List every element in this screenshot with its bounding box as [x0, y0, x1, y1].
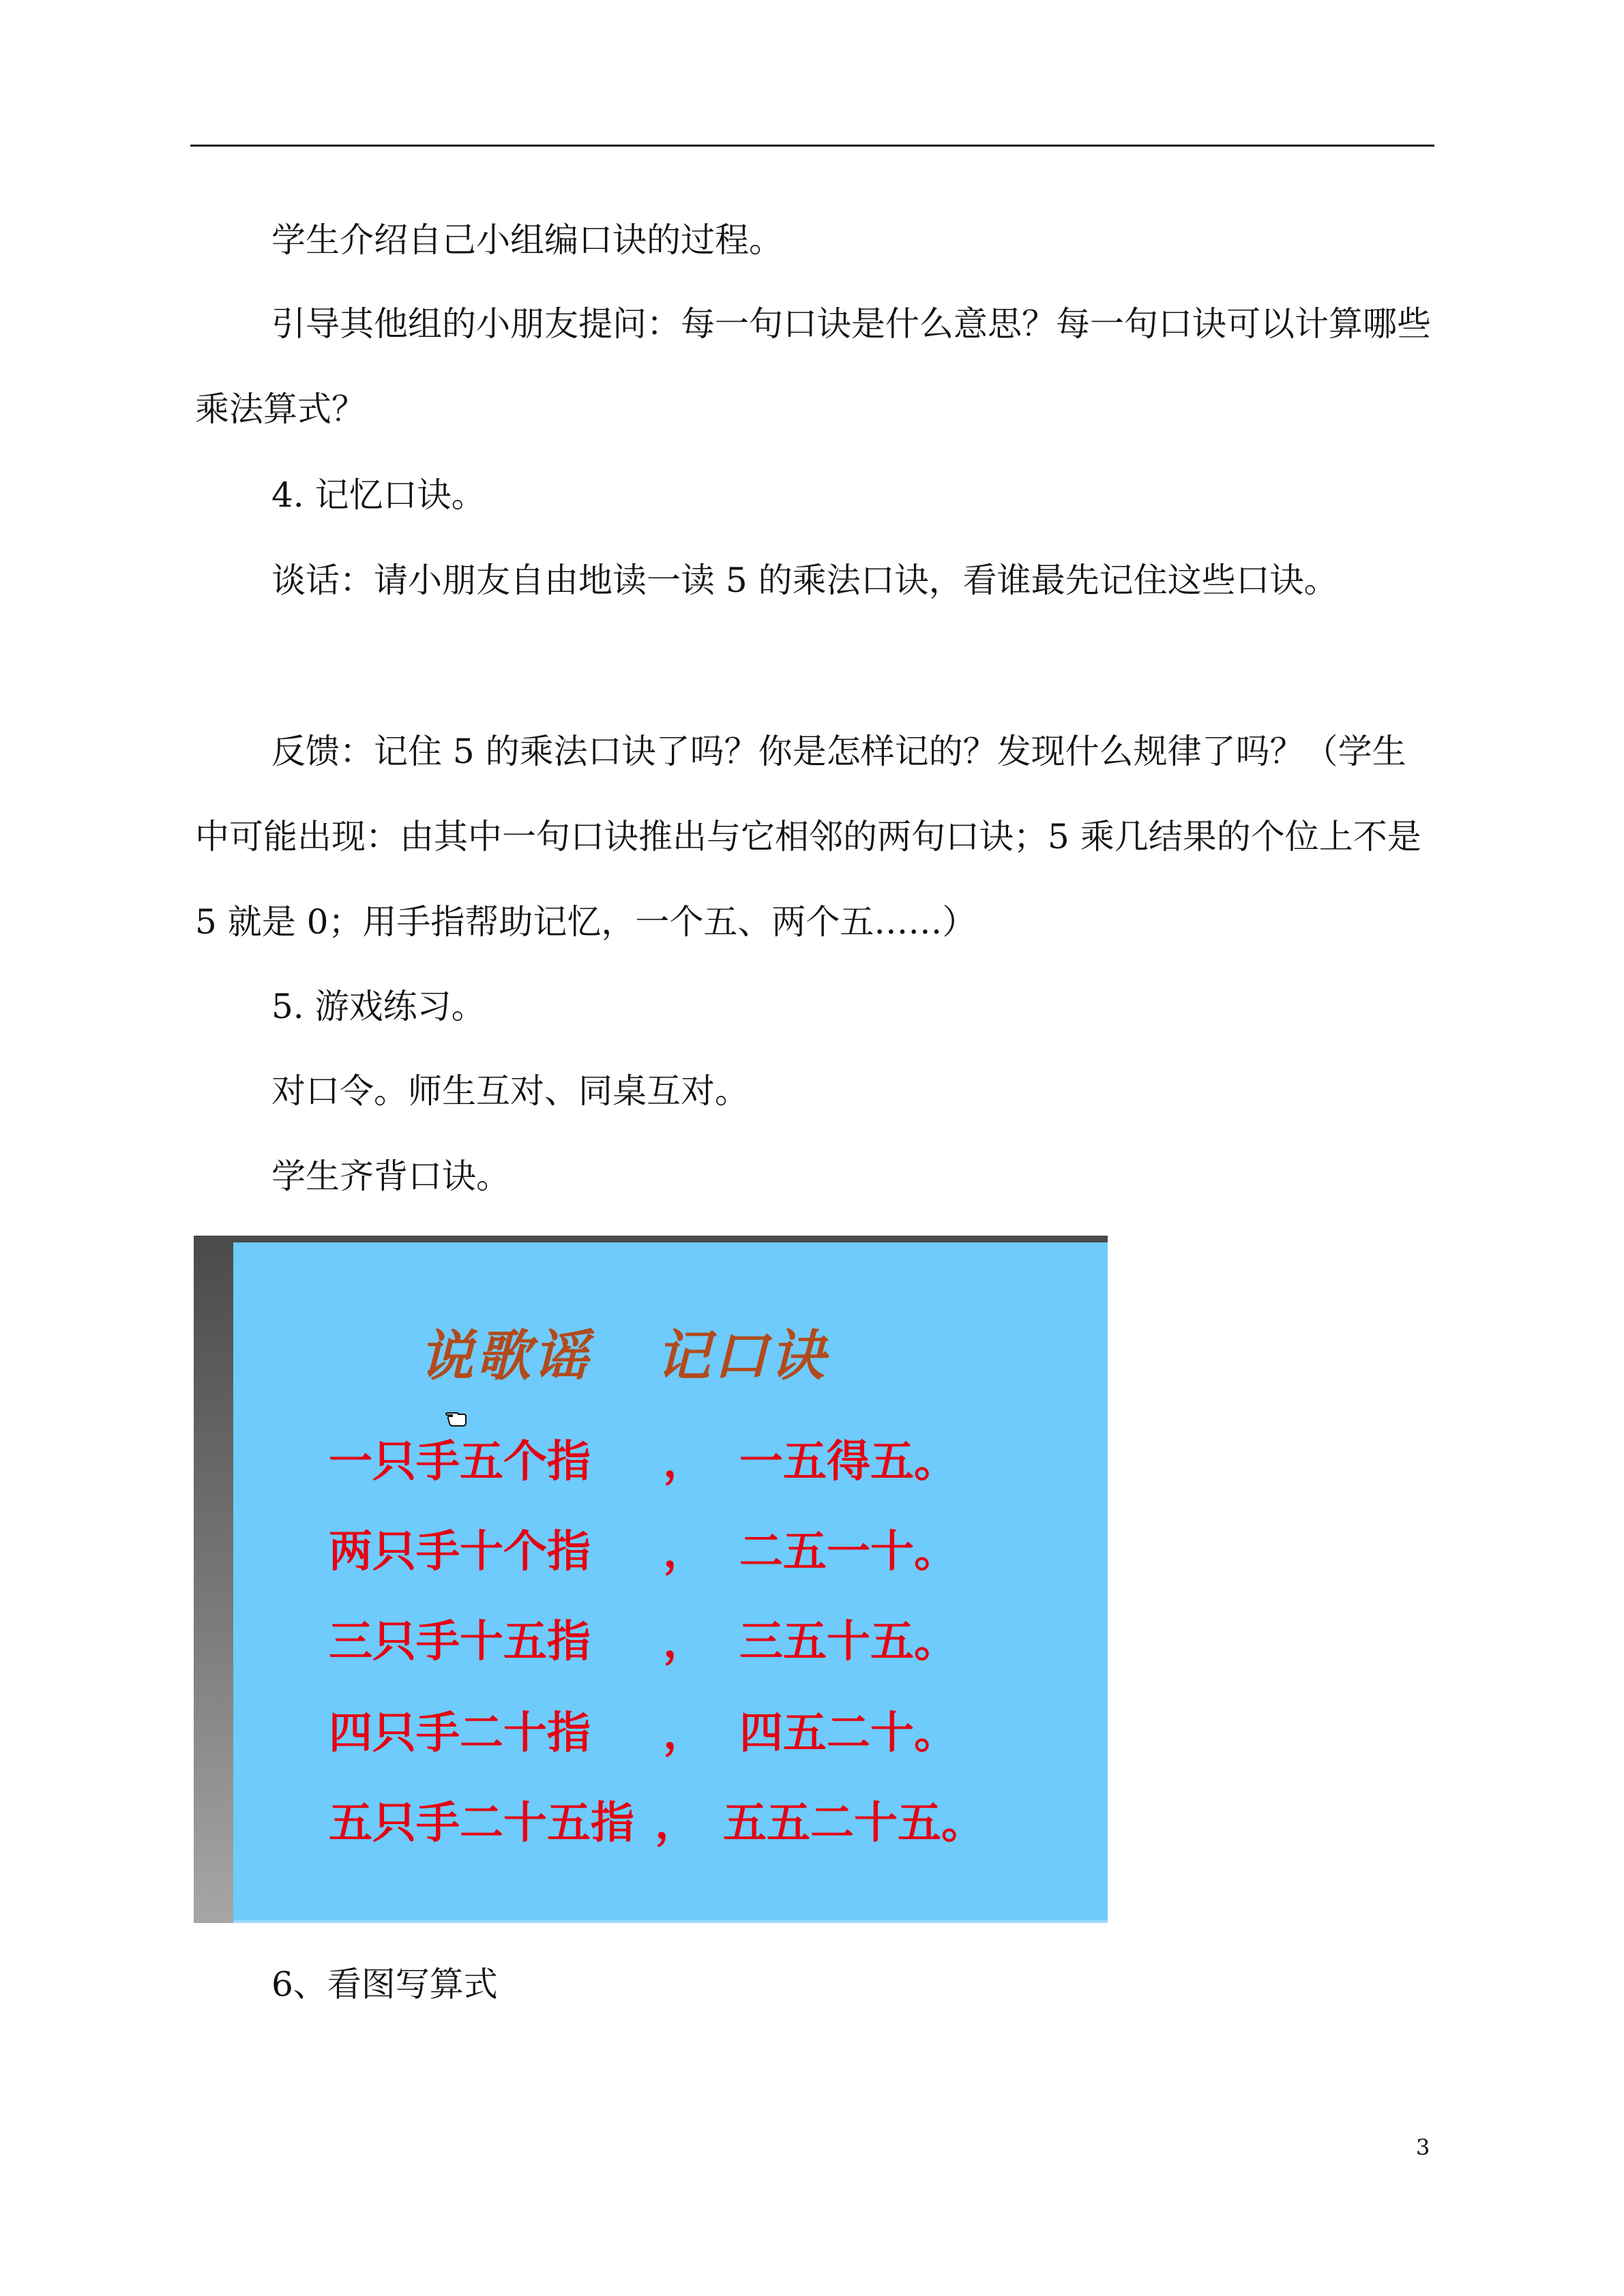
verse-1-left: 一只手五个指: [329, 1437, 591, 1487]
paragraph-8-text: 学生齐背口诀。: [271, 1157, 510, 1196]
paragraph-9: [195, 1942, 1432, 2027]
paragraph-2: [195, 282, 1432, 452]
paragraph-4-text: 谈话：请小朋友自由地读一读 5 的乘法口诀，看谁最先记住这些口诀。: [271, 561, 1338, 600]
slide-left-bar: [194, 1236, 233, 1923]
verse-2-comma: ，: [663, 1527, 707, 1577]
paragraph-1: [195, 198, 1432, 283]
verse-1-right: 一五得五。: [739, 1437, 958, 1487]
verse-3-left: 三只手十五指: [329, 1617, 591, 1667]
verse-3-right: 三五十五。: [739, 1617, 958, 1667]
slide-title: 说歌谣 记口诀: [419, 1324, 828, 1388]
verse-5-comma: ，: [655, 1798, 698, 1849]
verse-line-2: [329, 1525, 1079, 1579]
paragraph-8: [195, 1134, 1432, 1219]
paragraph-6-text: 5. 游戏练习。: [271, 987, 486, 1026]
hand-pointer-icon: [443, 1403, 471, 1431]
verse-4-left: 四只手二十指: [329, 1708, 591, 1759]
verse-line-5: [329, 1796, 1079, 1851]
paragraph-3: [195, 453, 1432, 538]
verse-2-left: 两只手十个指: [329, 1527, 591, 1577]
slide-top-bar: [194, 1236, 1108, 1242]
paragraph-7-text: 对口令。师生互对、同桌互对。: [271, 1071, 749, 1111]
verse-3-comma: ，: [663, 1617, 707, 1667]
paragraph-1-text: 学生介绍自己小组编口诀的过程。: [271, 220, 783, 260]
paragraph-4: [195, 538, 1432, 623]
verse-2-right: 二五一十。: [739, 1527, 958, 1577]
header-rule: [190, 145, 1434, 147]
verse-4-comma: ，: [663, 1708, 707, 1759]
verse-1-comma: ，: [663, 1437, 707, 1487]
paragraph-3-text: 4. 记忆口诀。: [271, 475, 486, 515]
verse-line-4: [329, 1706, 1079, 1761]
verse-line-1: [329, 1435, 1079, 1489]
page-number: 3: [1416, 2134, 1430, 2160]
paragraph-7: [195, 1049, 1432, 1134]
verse-5-left: 五只手二十五指: [329, 1798, 634, 1849]
paragraph-2-text: 引导其他组的小朋友提问：每一句口诀是什么意思？每一句口诀可以计算哪些乘法算式？: [195, 304, 1431, 429]
verse-4-right: 四五二十。: [739, 1708, 958, 1759]
paragraph-5: [195, 709, 1432, 965]
verse-line-3: [329, 1615, 1079, 1669]
paragraph-9-text: 6、看图写算式: [271, 1965, 498, 2004]
paragraph-6: [195, 964, 1432, 1049]
verse-5-right: 五五二十五。: [723, 1798, 985, 1849]
slide-bottom-line: [233, 1920, 1108, 1923]
paragraph-5-text: 反馈：记住 5 的乘法口诀了吗？你是怎样记的？发现什么规律了吗？（学生中可能出现：由其中一句口诀推出与它相邻的两句口诀；5 乘几结果的个位上不是 5 就是 0；用手指帮助记忆，一个五、两个五……）: [195, 732, 1421, 942]
slide-image: [194, 1236, 1108, 1923]
